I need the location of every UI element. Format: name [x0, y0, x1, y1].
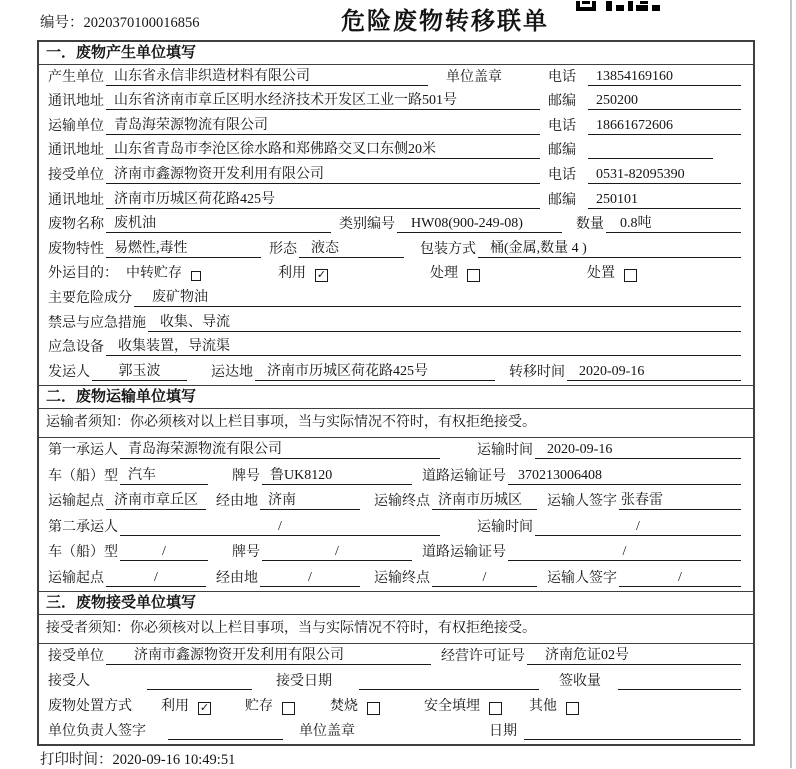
option-utilize-label: 利用	[278, 266, 306, 282]
page-title: 危险废物转移联单	[341, 8, 549, 35]
receiver-unit-value: 济南市鑫源物资开发利用有限公司	[106, 163, 540, 184]
received-quantity-value	[618, 689, 741, 690]
plate-number-2-value: /	[262, 544, 412, 561]
emergency-equipment-label: 应急设备	[48, 340, 104, 356]
responsible-signature-row	[39, 719, 753, 744]
section-receiver-title: 三．废物接受单位填写	[39, 591, 753, 615]
plate-number-label: 牌号	[232, 545, 260, 561]
section-transporter-title: 二．废物运输单位填写	[39, 385, 753, 409]
hazardous-component-value: 废矿物油	[134, 286, 741, 307]
first-carrier-value: 青岛海荣源物流有限公司	[120, 438, 440, 459]
receiver-notice: 接受者须知：你必须核对以上栏目事项，当与实际情况不符时，有权拒绝接受。	[39, 615, 753, 644]
receiver-phone-value: 0531-82095390	[588, 167, 741, 184]
option-other-label: 其他	[529, 698, 557, 714]
producer-postcode-value: 250200	[588, 93, 741, 110]
checkbox-icon	[489, 702, 502, 715]
transporter-unit-row	[39, 114, 753, 139]
section-transporter	[39, 385, 753, 591]
category-code-label: 类别编号	[339, 217, 395, 233]
transporter-notice: 运输者须知：你必须核对以上栏目事项，当与实际情况不符时，有权拒绝接受。	[39, 409, 753, 438]
road-permit-label: 道路运输证号	[422, 468, 506, 484]
option-dispose-label: 处置	[587, 266, 615, 282]
receive-date-label: 接受日期	[276, 673, 332, 689]
second-carrier-row	[39, 514, 753, 540]
print-time-value: 2020-09-16 10:49:51	[112, 752, 236, 768]
plate-number-label: 牌号	[232, 468, 260, 484]
producer-address-row	[39, 90, 753, 115]
route-end-label: 运输终点	[374, 570, 430, 586]
option-landfill-label: 安全填埋	[424, 698, 480, 714]
option-treat-label: 处理	[430, 266, 458, 282]
transporter-unit-label: 运输单位	[48, 118, 104, 134]
route-end-2-value: /	[432, 570, 537, 587]
document-number-value: 2020370100016856	[83, 15, 200, 31]
checkbox-icon	[191, 271, 201, 281]
destination-value: 济南市历城区荷花路425号	[255, 360, 495, 381]
checkbox-checked-icon: ✓	[199, 700, 210, 714]
carrier-signature-value: 张春雷	[619, 489, 741, 510]
receiver-person-label: 接受人	[48, 673, 90, 689]
option-incinerate-label: 焚烧	[330, 698, 358, 714]
transfer-date-value: 2020-09-16	[567, 364, 741, 381]
disposal-method-label: 废物处置方式	[48, 698, 132, 714]
address-label: 通讯地址	[48, 94, 104, 110]
transporter-address-value: 山东省青岛市李沧区徐水路和郑佛路交叉口东侧20米	[106, 138, 540, 159]
receiving-unit-value: 济南市鑫源物资开发利用有限公司	[106, 644, 431, 665]
phone-label: 电话	[548, 118, 576, 134]
sender-label: 发运人	[48, 364, 90, 380]
received-quantity-label: 签收量	[559, 673, 601, 689]
sender-value: 郭玉波	[92, 360, 187, 381]
checkbox-icon	[467, 269, 480, 282]
postcode-label: 邮编	[548, 94, 576, 110]
receiver-person-value	[147, 689, 252, 690]
route-via-label: 经由地	[216, 494, 258, 510]
vehicle-type-value: 汽车	[120, 464, 208, 485]
carrier-signature-label: 运输人签字	[547, 570, 617, 586]
road-permit-2-value: /	[508, 544, 741, 561]
transport-time-label: 运输时间	[477, 443, 533, 459]
route-via-label: 经由地	[216, 570, 258, 586]
address-label: 通讯地址	[48, 192, 104, 208]
document-number	[40, 11, 200, 32]
checkbox-icon	[367, 702, 380, 715]
plate-number-value: 鲁UK8120	[262, 464, 412, 485]
hazardous-component-label: 主要危险成分	[48, 290, 132, 306]
route-2-row	[39, 565, 753, 591]
road-permit-label: 道路运输证号	[422, 545, 506, 561]
sender-row	[39, 360, 753, 385]
producer-unit-label: 产生单位	[48, 69, 104, 85]
producer-phone-value: 13854169160	[588, 69, 741, 86]
first-carrier-label: 第一承运人	[48, 443, 118, 459]
waste-property-label: 废物特性	[48, 241, 104, 257]
transport-time-label: 运输时间	[477, 519, 533, 535]
section-producer	[39, 42, 753, 385]
license-number-label: 经营许可证号	[441, 648, 525, 664]
checkbox-checked-icon: ✓	[316, 268, 327, 282]
vehicle-type-label: 车（船）型	[48, 545, 118, 561]
transport-time-2-value: /	[535, 519, 741, 536]
waste-name-label: 废物名称	[48, 217, 104, 233]
transporter-address-row	[39, 139, 753, 164]
vehicle-type-2-value: /	[120, 544, 208, 561]
checkbox-icon	[624, 269, 637, 282]
category-code-value: HW08(900-249-08)	[397, 216, 562, 233]
receiver-unit-row	[39, 163, 753, 188]
option-storage-label: 贮存	[245, 698, 273, 714]
vehicle-type-2-row	[39, 540, 753, 566]
quantity-value: 0.8吨	[606, 212, 741, 233]
vehicle-type-row	[39, 463, 753, 489]
packaging-value: 桶(金属,数量 4 )	[478, 237, 741, 258]
producer-address-value: 山东省济南市章丘区明水经济技术开发区工业一路501号	[106, 89, 540, 110]
postcode-label: 邮编	[548, 143, 576, 159]
waste-name-row	[39, 213, 753, 238]
waste-property-row	[39, 237, 753, 262]
vehicle-type-label: 车（船）型	[48, 468, 118, 484]
route-via-2-value: /	[260, 570, 360, 587]
transporter-unit-value: 青岛海荣源物流有限公司	[106, 114, 540, 135]
responsible-signature-value	[168, 739, 283, 740]
receive-date-value	[359, 689, 539, 690]
packaging-label: 包装方式	[420, 241, 476, 257]
document-number-label: 编号：	[40, 15, 84, 31]
transfer-purpose-row	[39, 262, 753, 287]
transport-time-value: 2020-09-16	[535, 442, 741, 459]
emergency-measures-value: 收集、导流	[148, 311, 741, 332]
receiver-person-row	[39, 669, 753, 694]
transfer-purpose-label: 外运目的：	[48, 266, 118, 282]
print-time-label: 打印时间：	[40, 752, 113, 768]
route-start-value: 济南市章丘区	[106, 489, 206, 510]
second-carrier-label: 第二承运人	[48, 519, 118, 535]
transporter-postcode-value	[588, 158, 713, 159]
section-receiver	[39, 591, 753, 744]
unit-seal-label: 单位盖章	[446, 69, 502, 85]
responsible-signature-label: 单位负责人签字	[48, 723, 146, 739]
form-state-label: 形态	[269, 241, 297, 257]
producer-unit-row	[39, 65, 753, 90]
section-producer-title: 一．废物产生单位填写	[39, 42, 753, 65]
emergency-equipment-value: 收集装置，导流渠	[106, 335, 741, 356]
producer-unit-value: 山东省永信非织造材料有限公司	[106, 65, 428, 86]
checkbox-icon	[566, 702, 579, 715]
option-utilize-label: 利用	[161, 698, 189, 714]
route-end-value: 济南市历城区	[432, 489, 537, 510]
second-carrier-value: /	[120, 519, 440, 536]
date-value	[524, 739, 741, 740]
receiver-postcode-value: 250101	[588, 192, 741, 209]
receiver-address-row	[39, 188, 753, 213]
waste-name-value: 废机油	[106, 212, 331, 233]
quantity-label: 数量	[576, 217, 604, 233]
route-start-label: 运输起点	[48, 494, 104, 510]
option-transit-storage-label: 中转贮存	[126, 266, 182, 282]
waste-property-value: 易燃性,毒性	[106, 237, 261, 258]
date-label: 日期	[489, 723, 517, 739]
route-row	[39, 489, 753, 515]
transfer-date-label: 转移时间	[509, 364, 565, 380]
qr-code-partial-icon	[576, 0, 660, 10]
phone-label: 电话	[548, 69, 576, 85]
road-permit-value: 370213006408	[508, 468, 741, 485]
first-carrier-row	[39, 438, 753, 464]
route-start-label: 运输起点	[48, 570, 104, 586]
receiver-unit-label: 接受单位	[48, 167, 104, 183]
page-edge-divider	[790, 0, 792, 768]
emergency-measures-label: 禁忌与应急措施	[48, 315, 146, 331]
receiving-unit-label: 接受单位	[48, 648, 104, 664]
transfer-manifest-form	[37, 40, 755, 746]
route-end-label: 运输终点	[374, 494, 430, 510]
destination-label: 运达地	[211, 364, 253, 380]
postcode-label: 邮编	[548, 192, 576, 208]
route-start-2-value: /	[106, 570, 206, 587]
license-number-value: 济南危证02号	[527, 644, 741, 665]
route-via-value: 济南	[260, 489, 360, 510]
print-time	[40, 748, 235, 769]
emergency-equipment-row	[39, 336, 753, 361]
unit-seal-label: 单位盖章	[299, 723, 355, 739]
disposal-method-row	[39, 694, 753, 719]
hazardous-component-row	[39, 286, 753, 311]
form-state-value: 液态	[299, 237, 404, 258]
checkbox-icon	[282, 702, 295, 715]
carrier-signature-2-value: /	[619, 570, 741, 587]
phone-label: 电话	[548, 167, 576, 183]
carrier-signature-label: 运输人签字	[547, 494, 617, 510]
receiving-unit-row	[39, 644, 753, 669]
transporter-phone-value: 18661672606	[588, 118, 741, 135]
emergency-measures-row	[39, 311, 753, 336]
receiver-address-value: 济南市历城区荷花路425号	[106, 188, 540, 209]
address-label: 通讯地址	[48, 143, 104, 159]
